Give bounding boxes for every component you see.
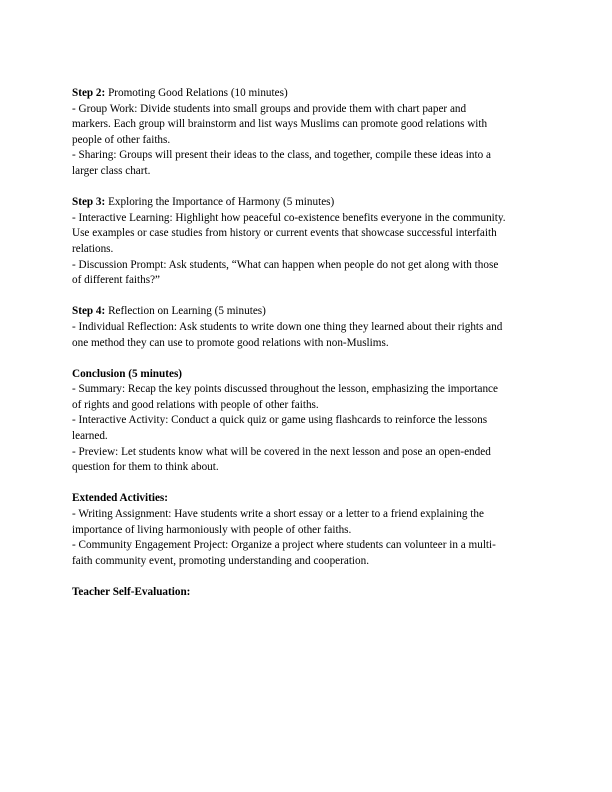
step-text-line: of different faiths?”	[72, 274, 161, 287]
step-title: Reflection on Learning (5 minutes)	[105, 305, 266, 318]
conclusion-text-line: - Interactive Activity: Conduct a quick quiz or game using flashcards to reinforce the lessons	[72, 414, 488, 427]
step-text-line: one method they can use to promote good relations with non-Muslims.	[72, 336, 389, 349]
step-text-line: people of other faiths.	[72, 133, 171, 146]
extended-text-line: importance of living harmoniously with people of other faiths.	[72, 523, 352, 536]
step-3-section	[72, 195, 542, 289]
conclusion-heading: Conclusion (5 minutes)	[72, 367, 183, 380]
step-text-line: - Individual Reflection: Ask students to write down one thing they learned about their rights and	[72, 320, 503, 333]
step-label: Step 3:	[72, 196, 106, 209]
step-text-line: markers. Each group will brainstorm and list ways Muslims can promote good relations with	[72, 118, 488, 131]
step-text-line: Use examples or case studies from history or current events that showcase successful interfaith	[72, 227, 497, 240]
step-2-section	[72, 86, 542, 180]
step-label: Step 2:	[72, 87, 106, 99]
step-title: Promoting Good Relations (10 minutes)	[105, 87, 288, 99]
self-evaluation-heading: Teacher Self-Evaluation:	[72, 586, 191, 598]
step-label: Step 4:	[72, 305, 106, 318]
extended-activities-heading: Extended Activities:	[72, 492, 169, 505]
conclusion-text-line: learned.	[72, 430, 108, 443]
step-text-line: - Discussion Prompt: Ask students, “What can happen when people do not get along with those	[72, 258, 499, 271]
step-text-line: larger class chart.	[72, 164, 151, 177]
extended-text-line: faith community event, promoting understanding and cooperation.	[72, 554, 370, 567]
conclusion-text-line: - Preview: Let students know what will be covered in the next lesson and pose an open-ended	[72, 445, 491, 458]
conclusion-text-line: - Summary: Recap the key points discussed throughout the lesson, emphasizing the importance	[72, 383, 498, 396]
document-page	[72, 86, 542, 601]
self-evaluation-section	[72, 585, 542, 601]
step-4-heading	[72, 304, 542, 320]
extended-text-line: - Community Engagement Project: Organize a project where students can volunteer in a multi-	[72, 539, 496, 552]
step-text-line: relations.	[72, 242, 114, 255]
conclusion-section	[72, 367, 542, 476]
step-2-heading	[72, 86, 542, 102]
step-4-section	[72, 304, 542, 351]
step-title: Exploring the Importance of Harmony (5 minutes)	[105, 196, 335, 209]
step-text-line: - Sharing: Groups will present their ideas to the class, and together, compile these ideas into a	[72, 149, 491, 162]
extended-text-line: - Writing Assignment: Have students write a short essay or a letter to a friend explaining the	[72, 508, 484, 521]
conclusion-text-line: of rights and good relations with people of other faiths.	[72, 398, 319, 411]
step-3-heading	[72, 195, 542, 211]
conclusion-text-line: question for them to think about.	[72, 461, 219, 474]
step-text-line: - Interactive Learning: Highlight how peaceful co-existence benefits everyone in the community.	[72, 211, 506, 224]
step-text-line: - Group Work: Divide students into small groups and provide them with chart paper and	[72, 102, 467, 115]
extended-activities-section	[72, 491, 542, 569]
